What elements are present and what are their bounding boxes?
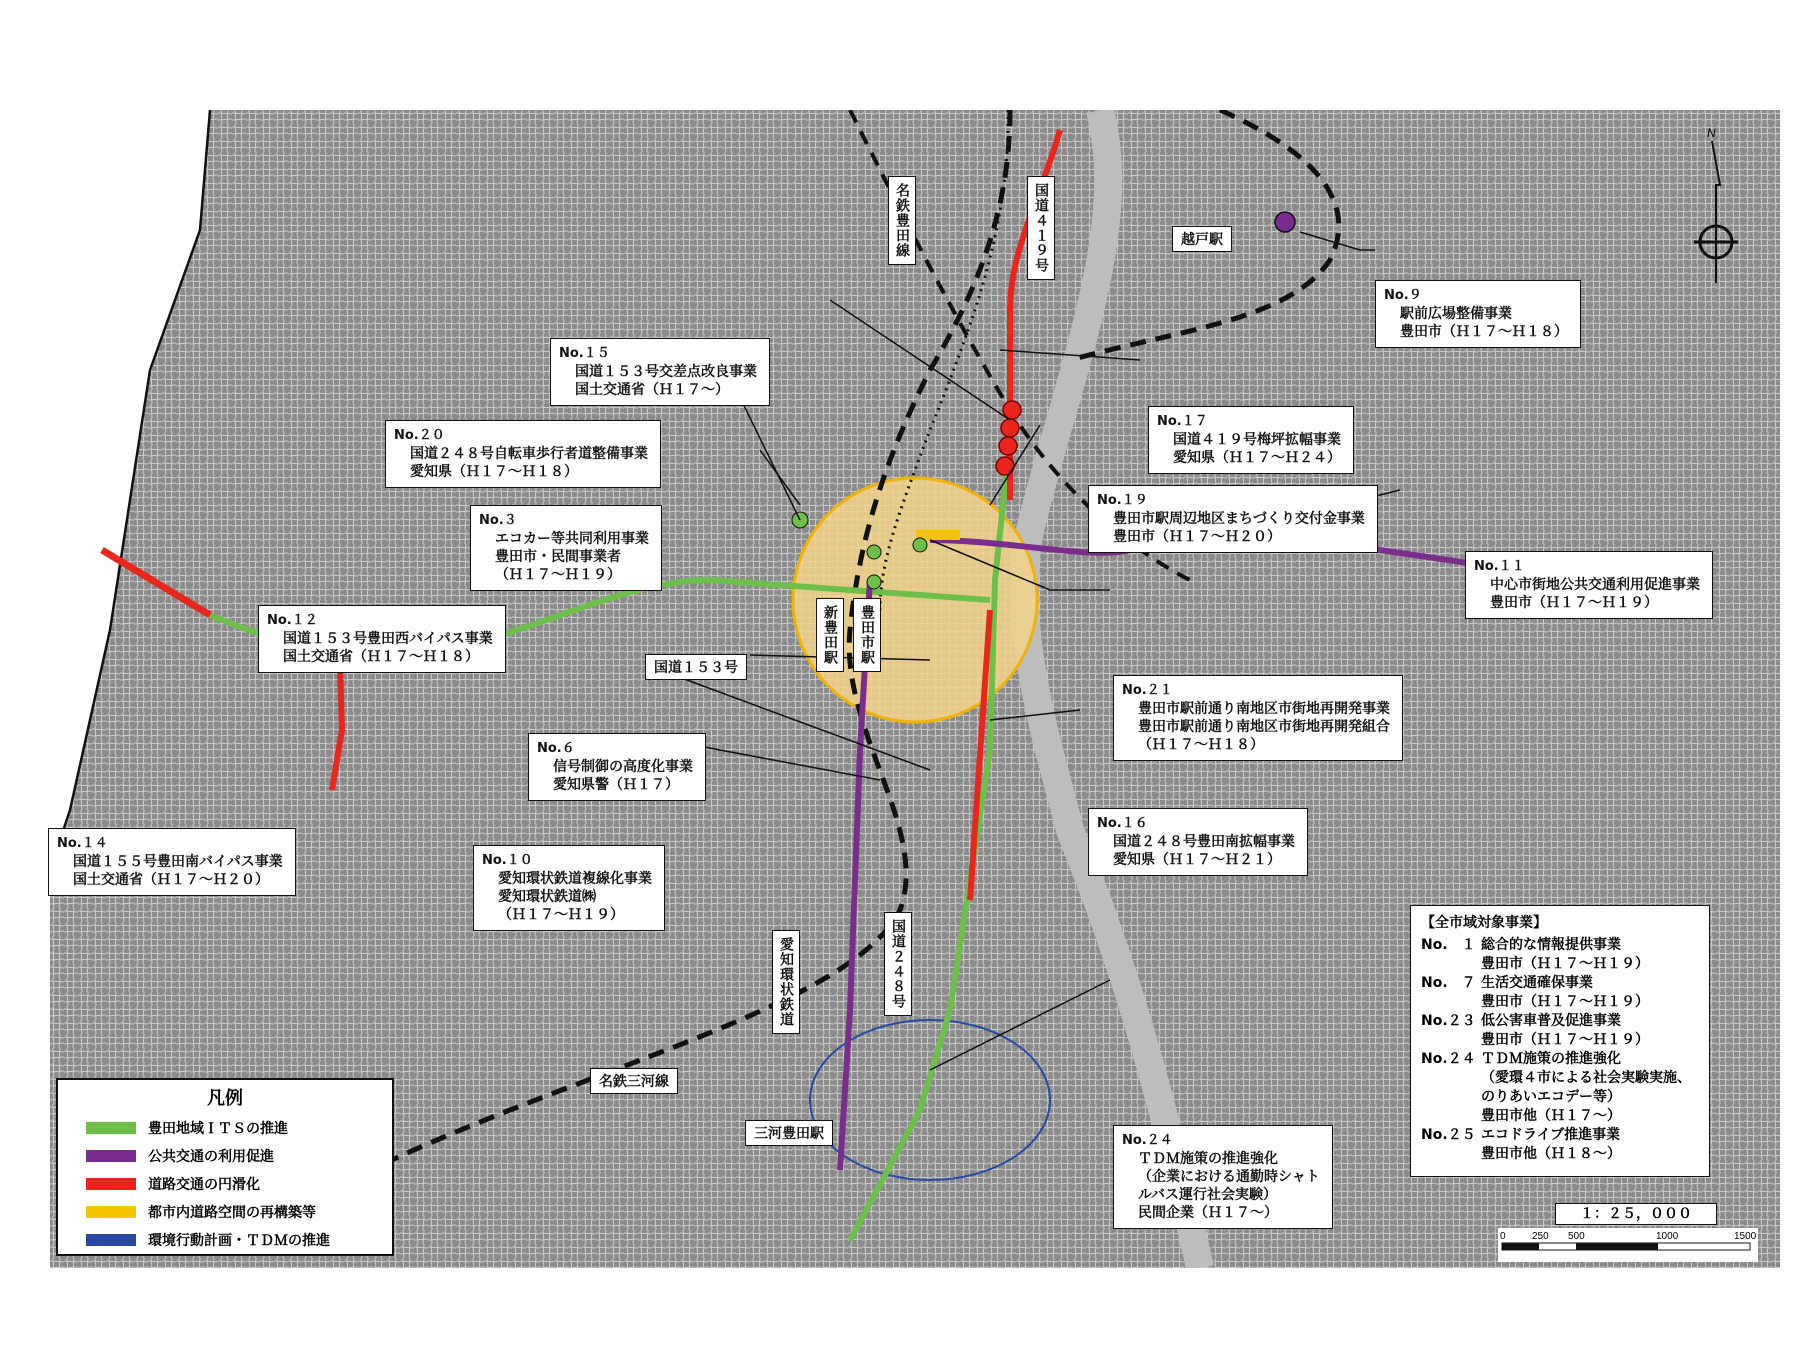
legend-label: 道路交通の円滑化 (148, 1177, 260, 1193)
meitetsu-mikawa-label: 名鉄三河線 (590, 1068, 678, 1094)
scale-tick-label: 250 (1532, 1231, 1549, 1242)
project-19-box[interactable] (1088, 485, 1378, 553)
project-line: 豊田市（Ｈ１７～Ｈ２０） (1113, 529, 1281, 545)
scale-bar-segment (1502, 1243, 1539, 1250)
project-20-box[interactable] (385, 420, 661, 488)
mikawa-toyota-station-label: 三河豊田駅 (745, 1120, 833, 1146)
project-number: No.１９ (1097, 493, 1148, 508)
project-number: No.９ (1384, 288, 1422, 303)
citywide-line: （愛環４市による社会実験実施、 (1481, 1070, 1691, 1086)
project-15-box[interactable] (550, 338, 770, 406)
project-line: エコカー等共同利用事業 (495, 531, 649, 547)
citywide-item (1421, 974, 1699, 993)
project-line: 国道２４８号自転車歩行者道整備事業 (410, 446, 648, 462)
project-line: 豊田市駅前通り南地区市街地再開発組合 (1138, 719, 1390, 735)
citywide-item (1421, 1126, 1699, 1145)
route-419-label: 国道４１９号 (1027, 176, 1055, 280)
meitetsu-toyota-label: 名鉄豊田線 (888, 176, 916, 265)
scale-tick-label: 1500 (1734, 1231, 1757, 1242)
project-line: 豊田市（Ｈ１７～Ｈ１８） (1400, 324, 1568, 340)
project-number: No.１５ (559, 346, 610, 361)
project-line: （Ｈ１７～Ｈ１８） (1138, 737, 1264, 753)
citywide-item (1421, 1050, 1699, 1069)
legend-label: 公共交通の利用促進 (148, 1149, 274, 1165)
shin-toyota-marker[interactable] (867, 545, 881, 559)
project-number: No.２４ (1122, 1133, 1173, 1148)
project-line: ＴＤＭ施策の推進強化 (1138, 1151, 1278, 1167)
toyotashi-station-label: 豊田市駅 (853, 598, 881, 672)
project-line: 国道１５３号豊田西バイパス事業 (283, 631, 493, 647)
legend-item (86, 1230, 330, 1250)
project-line: 豊田市・民間事業者 (495, 549, 621, 565)
citywide-number: No.２５ (1421, 1127, 1476, 1143)
project-line: （企業における通勤時シャト (1138, 1169, 1320, 1185)
citywide-line: ＴＤＭ施策の推進強化 (1481, 1051, 1621, 1067)
citywide-item (1421, 1012, 1699, 1031)
scale-tick-label: 500 (1568, 1231, 1585, 1242)
legend-swatch (86, 1206, 136, 1218)
project-number: No.１４ (57, 836, 108, 851)
project-10-box[interactable] (473, 845, 665, 931)
project-line: 国道２４８号豊田南拡幅事業 (1113, 834, 1295, 850)
route-248-label: 国道２４８号 (884, 912, 912, 1016)
scale-bar (1498, 1228, 1758, 1262)
citywide-item (1421, 936, 1699, 955)
legend-label: 都市内道路空間の再構築等 (148, 1205, 316, 1221)
project-14-box[interactable] (48, 828, 296, 896)
project-line: 国土交通省（Ｈ１７～Ｈ２０） (73, 872, 269, 888)
project-3-box[interactable] (470, 505, 662, 591)
legend-item (86, 1174, 260, 1194)
koshido-station-label: 越戸駅 (1172, 226, 1232, 252)
project-number: No.２１ (1122, 683, 1173, 698)
legend-swatch (86, 1150, 136, 1162)
citywide-number: No.２４ (1421, 1051, 1476, 1067)
project-line: 豊田市（Ｈ１７～Ｈ１９） (1490, 595, 1658, 611)
north-letter: N (1707, 126, 1716, 140)
citywide-line: 総合的な情報提供事業 (1481, 937, 1621, 953)
project-number: No.１０ (482, 853, 533, 868)
citywide-line: 低公害車普及促進事業 (1481, 1013, 1621, 1029)
project-11-box[interactable] (1465, 551, 1713, 619)
project-12-box[interactable] (258, 605, 506, 673)
north-arrow-shaft (1712, 141, 1720, 283)
project-line: 愛知県（Ｈ１７～Ｈ１８） (410, 464, 578, 480)
citywide-line: 豊田市他（Ｈ１７～） (1481, 1108, 1621, 1124)
toyotashi-marker[interactable] (913, 538, 927, 552)
project-line: 豊田市駅前通り南地区市街地再開発事業 (1138, 701, 1390, 717)
legend (56, 1078, 394, 1256)
citywide-line: 生活交通確保事業 (1481, 975, 1593, 991)
project-line: 愛知県（Ｈ１７～Ｈ２４） (1173, 450, 1341, 466)
project-24-box[interactable] (1113, 1125, 1333, 1229)
citywide-line: エコドライブ推進事業 (1481, 1127, 1621, 1143)
project-line: 国道４１９号梅坪拡幅事業 (1173, 432, 1341, 448)
project-number: No.１６ (1097, 816, 1148, 831)
legend-swatch (86, 1122, 136, 1134)
citywide-line: のりあいエコデー等） (1481, 1089, 1621, 1105)
scale-tick-label: 1000 (1656, 1231, 1679, 1242)
citywide-title: 【全市域対象事業】 (1421, 915, 1547, 931)
legend-label: 環境行動計画・ＴＤＭの推進 (148, 1233, 330, 1249)
project-number: No.２０ (394, 428, 445, 443)
shin-toyota-station-label: 新豊田駅 (816, 598, 844, 672)
project-line: 信号制御の高度化事業 (553, 759, 693, 775)
citywide-line: 豊田市（Ｈ１７～Ｈ１９） (1481, 956, 1649, 972)
project-number: No.６ (537, 741, 575, 756)
project-line: 愛知県警（Ｈ１７） (553, 777, 679, 793)
legend-label: 豊田地域ＩＴＳの推進 (148, 1121, 288, 1137)
project-line: 民間企業（Ｈ１７～） (1138, 1205, 1278, 1221)
intersection-improvement-marker[interactable] (1001, 419, 1019, 437)
project-number: No.１７ (1157, 414, 1208, 429)
citywide-line: 豊田市（Ｈ１７～Ｈ１９） (1481, 1032, 1649, 1048)
project-16-box[interactable] (1088, 808, 1308, 876)
project-line: 豊田市駅周辺地区まちづくり交付金事業 (1113, 511, 1365, 527)
project-line: 国道１５５号豊田南バイパス事業 (73, 854, 283, 870)
aichi-kanjo-railway-label: 愛知環状鉄道 (772, 930, 800, 1034)
north-arrow-svg (1690, 125, 1740, 285)
legend-item (86, 1202, 316, 1222)
project-line: 国道１５３号交差点改良事業 (575, 364, 757, 380)
project-line: 駅前広場整備事業 (1400, 306, 1512, 322)
scale-tick-label: 0 (1500, 1231, 1506, 1242)
project-17-box[interactable] (1148, 406, 1354, 474)
citywide-number: No. ７ (1421, 975, 1476, 991)
scale-bar-segment (1576, 1243, 1658, 1250)
project-line: 愛知環状鉄道㈱ (498, 889, 596, 905)
project-line: （Ｈ１７～Ｈ１９） (495, 567, 621, 583)
legend-swatch (86, 1234, 136, 1246)
project-number: No.１２ (267, 613, 318, 628)
citywide-number: No.２３ (1421, 1013, 1476, 1029)
project-number: No.３ (479, 513, 517, 528)
project-9-box[interactable] (1375, 280, 1581, 348)
citywide-line: 豊田市（Ｈ１７～Ｈ１９） (1481, 994, 1649, 1010)
citywide-line: 豊田市他（Ｈ１８～） (1481, 1146, 1621, 1162)
koshido-station-marker[interactable] (1275, 212, 1295, 232)
project-line: 国土交通省（Ｈ１７～Ｈ１８） (283, 649, 479, 665)
legend-item (86, 1146, 274, 1166)
station-marker[interactable] (867, 575, 881, 589)
legend-swatch (86, 1178, 136, 1190)
project-number: No.１１ (1474, 559, 1525, 574)
scale-ratio: １：２５，０００ (1555, 1203, 1717, 1225)
project-line: 中心市街地公共交通利用促進事業 (1490, 577, 1700, 593)
project-line: ルバス運行社会実験） (1138, 1187, 1278, 1203)
project-6-box[interactable] (528, 733, 706, 801)
route-153-label: 国道１５３号 (645, 654, 747, 680)
citywide-number: No. １ (1421, 937, 1476, 953)
project-line: 国土交通省（Ｈ１７～） (575, 382, 729, 398)
scale-bar-svg (1498, 1228, 1758, 1262)
citywide-projects-box (1410, 905, 1710, 1177)
intersection-improvement-marker[interactable] (999, 437, 1017, 455)
project-line: （Ｈ１７～Ｈ１９） (498, 907, 624, 923)
project-line: 愛知県（Ｈ１７～Ｈ２１） (1113, 852, 1281, 868)
project-21-box[interactable] (1113, 675, 1403, 761)
north-arrow (1690, 125, 1740, 285)
legend-title: 凡例 (207, 1088, 243, 1109)
legend-item (86, 1118, 288, 1138)
project-line: 愛知環状鉄道複線化事業 (498, 871, 652, 887)
